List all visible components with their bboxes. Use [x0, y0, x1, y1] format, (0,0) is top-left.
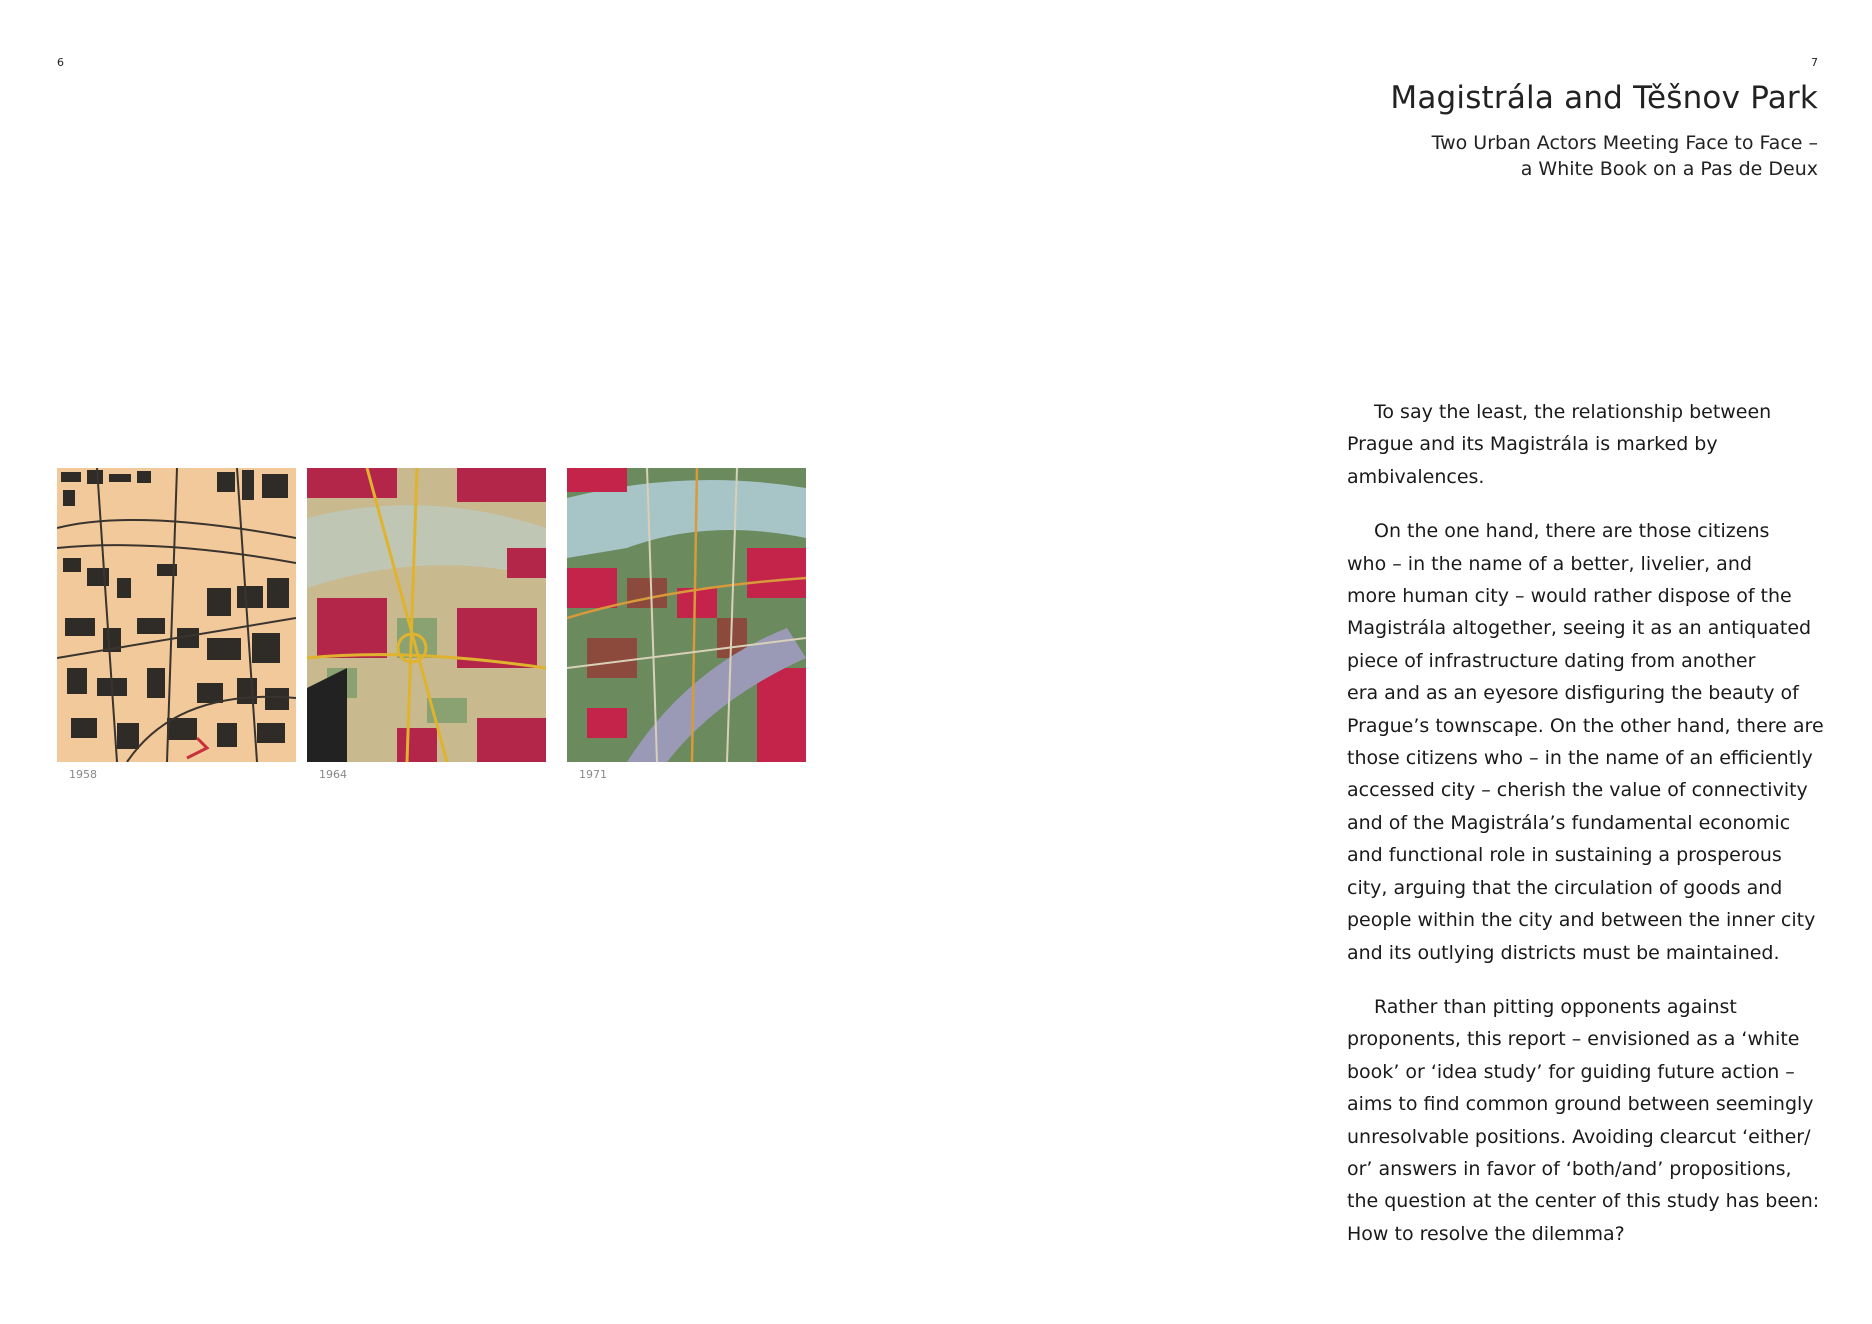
text-line: proponents, this report – envisioned as a ‘white: [1347, 1028, 1800, 1051]
text-line: those citizens who – in the name of an efficiently: [1347, 747, 1813, 770]
map-caption-1958: 1958: [69, 768, 97, 781]
title-block: [1390, 80, 1818, 182]
text-line: book’ or ‘idea study’ for guiding future action –: [1347, 1060, 1795, 1083]
text-line: Rather than pitting opponents against: [1374, 995, 1737, 1018]
text-line: people within the city and between the inner city: [1347, 909, 1816, 932]
text-line: On the one hand, there are those citizens: [1374, 520, 1770, 543]
subtitle: [1390, 130, 1818, 182]
text-line: unresolvable positions. Avoiding clearcut ‘either/: [1347, 1125, 1811, 1148]
text-line: accessed city – cherish the value of connectivity: [1347, 779, 1808, 802]
text-line: the question at the center of this study has been:: [1347, 1190, 1820, 1213]
text-line: city, arguing that the circulation of goods and: [1347, 876, 1783, 899]
paragraph-1: [1347, 396, 1827, 493]
page-title: Magistrála and Těšnov Park: [1390, 80, 1818, 116]
map-image-1958: [57, 468, 296, 762]
text-line: piece of infrastructure dating from another: [1347, 649, 1756, 672]
text-line: How to resolve the dilemma?: [1347, 1222, 1625, 1245]
text-line: era and as an eyesore disfiguring the beauty of: [1347, 682, 1799, 705]
left-page-number: 6: [57, 56, 64, 69]
text-line: who – in the name of a better, livelier, and: [1347, 552, 1752, 575]
body-text: [1347, 396, 1827, 1272]
text-line: Prague and its Magistrála is marked by: [1347, 433, 1718, 456]
text-line: aims to find common ground between seemingly: [1347, 1093, 1814, 1116]
subtitle-line: Two Urban Actors Meeting Face to Face –: [1431, 132, 1818, 154]
text-line: Prague’s townscape. On the other hand, there are: [1347, 714, 1824, 737]
map-caption-1971: 1971: [579, 768, 607, 781]
right-page-number: 7: [1811, 56, 1818, 69]
paragraph-2: [1347, 515, 1827, 969]
text-line: To say the least, the relationship between: [1374, 401, 1772, 423]
map-image-1964: [307, 468, 546, 762]
map-image-1971: [567, 468, 806, 762]
text-line: more human city – would rather dispose of the: [1347, 585, 1792, 608]
map-caption-1964: 1964: [319, 768, 347, 781]
paragraph-3: [1347, 991, 1827, 1250]
text-line: or’ answers in favor of ‘both/and’ propositions,: [1347, 1157, 1792, 1180]
text-line: and functional role in sustaining a prosperous: [1347, 844, 1782, 867]
text-line: and its outlying districts must be maintained.: [1347, 941, 1780, 964]
subtitle-line: a White Book on a Pas de Deux: [1520, 158, 1818, 180]
text-line: Magistrála altogether, seeing it as an antiquated: [1347, 617, 1812, 640]
text-line: and of the Magistrála’s fundamental economic: [1347, 811, 1791, 834]
text-line: ambivalences.: [1347, 465, 1485, 488]
